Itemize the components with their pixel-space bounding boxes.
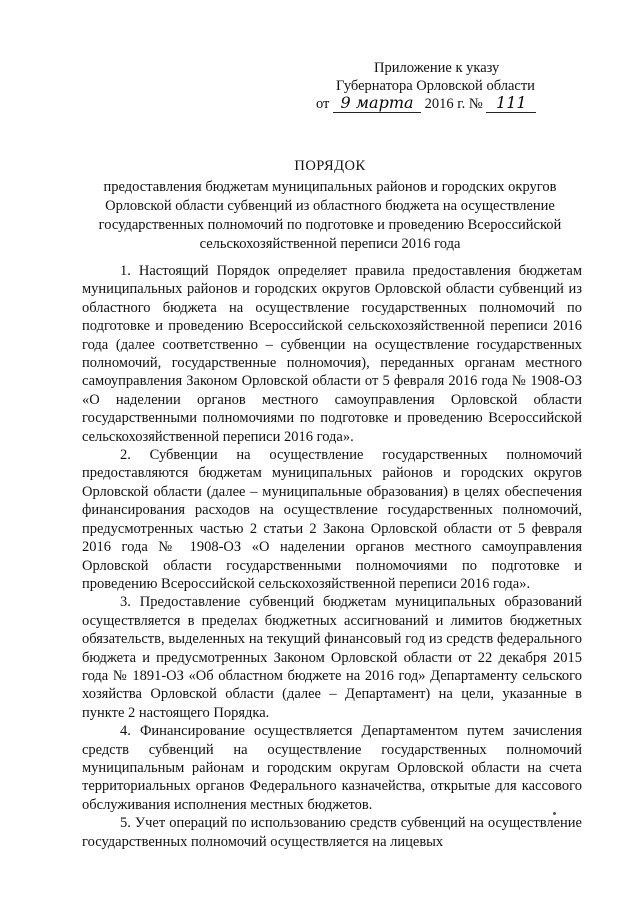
paragraph-4: 4. Финансирование осуществляется Департаментом путем зачисления средств субвенций на осуществление государственных полномочий муниципальным районам и городским округам Орловской области на счета территориальных органов Федерального казначейства, открытые для кассового обслуживания исполнения местных бюджетов. [82,723,582,813]
document-title: ПОРЯДОК [294,158,366,174]
appendix-header [316,60,606,114]
date-year: 2016 г. № [424,96,483,112]
paragraph-1: 1. Настоящий Порядок определяет правила предоставления бюджетам муниципальных районов и городских округов Орловской области субвенций из областного бюджета на осуществление государственных полномочий по подготовке и проведению Всероссийской сельскохозяйственной переписи 2016 года (далее соответственно – субвенции на осуществление государственных полномочий, государственные полномочия), переданных органам местного самоуправления Законом Орловской области от 5 февраля 2016 года № 1908-ОЗ «О наделении органов местного самоуправления Орловской области государственными полномочиями по подготовке и проведению Всероссийской сельскохозяйственной переписи 2016 года». [82,263,582,445]
appendix-line-2: Губернатора Орловской области [336,77,535,94]
scan-speck [553,812,556,815]
date-prefix: от [316,96,330,112]
document-subtitle: предоставления бюджетам муниципальных районов и городских округов Орловской области субвенций из областного бюджета на осуществление государственных полномочий по подготовке и проведению Всероссийской сельскохозяйственной переписи 2016 года [98,179,562,252]
handwritten-number: 111 [486,95,536,113]
handwritten-date: 9 марта [333,95,421,113]
document-body [82,262,582,851]
paragraph-2: 2. Субвенции на осуществление государственных полномочий предоставляются бюджетам муниципальных районов и городских округов Орловской области (далее – муниципальные образования) в целях обеспечения финансирования расходов на осуществление государственных полномочий, предусмотренных частью 2 статьи 2 Закона Орловской области от 5 февраля 2016 года № 1908-ОЗ «О наделении органов местного самоуправления Орловской области государственными полномочиями по подготовке и проведению Всероссийской сельскохозяйственной переписи 2016 года». [82,447,582,592]
paragraph-5: 5. Учет операций по использованию средств субвенций на осуществление государственных полномочий осуществляется на лицевых [82,815,582,850]
appendix-line-1: Приложение к указу [374,60,500,76]
paragraph-3: 3. Предоставление субвенций бюджетам муниципальных образований осуществляется в пределах бюджетных ассигнований и лимитов бюджетных обязательств, выделенных на текущий финансовый год из средств федерального бюджета и предусмотренных Законом Орловской области от 22 декабря 2015 года № 1891-ОЗ «Об областном бюджете на 2016 год» Департаменту сельского хозяйства Орловской области (далее – Департамент) на цели, указанные в пункте 2 настоящего Порядка. [82,594,582,721]
appendix-date-line [316,95,606,114]
